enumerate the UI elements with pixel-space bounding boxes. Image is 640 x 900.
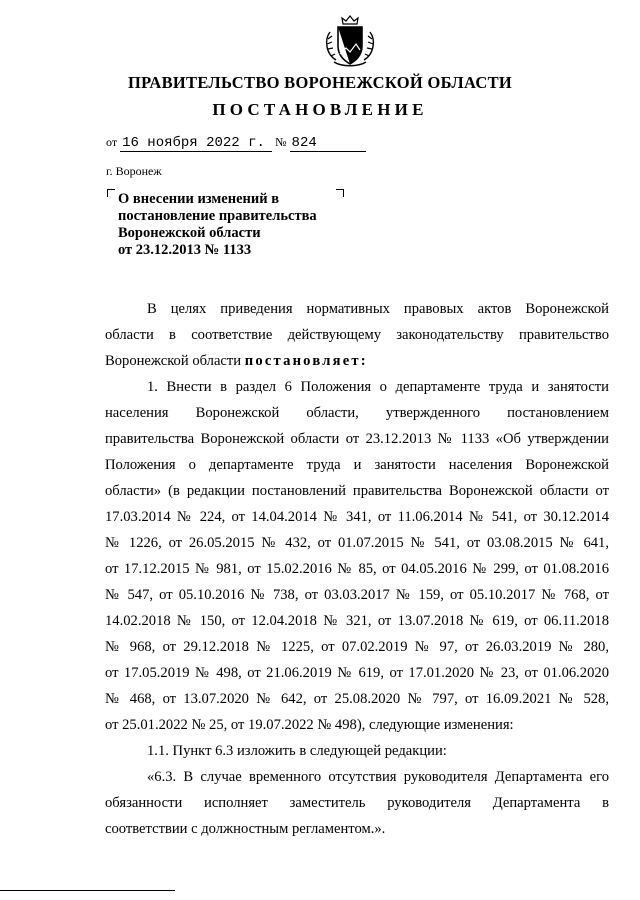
body-line: № 547, от 05.10.2016 № 738, от 03.03.2017 № 159, от 05.10.2017 № 768, от [105,587,609,603]
document-subject [118,191,378,259]
dateline [106,135,366,152]
subject-line: О внесении изменений в [118,191,280,207]
body-line: 17.03.2014 № 224, от 14.04.2014 № 341, от 11.06.2014 № 541, от 30.12.2014 [105,509,609,525]
body-line: области в соответствие действующему законодательству правительство [105,327,609,343]
body-line: 14.02.2018 № 150, от 12.04.2018 № 321, от 13.07.2018 № 619, от 06.11.2018 [105,613,609,629]
subject-line: постановление правительства [118,208,317,224]
document-date: 16 ноября 2022 г. [120,135,272,152]
resolution-word: постановляет: [244,353,368,369]
body-line: обязанности исполняет заместитель руководителя Департамента в [105,795,609,811]
body-line: области» (в редакции постановлений правительства Воронежской области от [105,483,609,499]
document-body [105,296,609,842]
body-line: правительства Воронежской области от 23.12.2013 № 1133 «Об утверждении [105,431,609,447]
body-text: Воронежской области [105,353,245,369]
body-line: Положения о департаменте труда и занятости населения Воронежской [105,457,609,473]
document-number: 824 [290,135,366,152]
body-line: «6.3. В случае временного отсутствия руководителя Департамента его [147,769,609,785]
body-line: населения Воронежской области, утвержденного постановлением [105,405,609,421]
body-line: от 17.12.2015 № 981, от 15.02.2016 № 85, от 04.05.2016 № 299, от 01.08.2016 [105,561,609,577]
body-line: № 468, от 13.07.2020 № 642, от 25.08.2020 № 797, от 16.09.2021 № 528, [105,691,609,707]
body-line [105,348,609,374]
subject-line: Воронежской области [118,225,261,241]
document-type: ПОСТАНОВЛЕНИЕ [212,100,428,119]
coat-of-arms-icon [322,10,378,70]
footer-rule [0,890,175,891]
body-line: 1. Внести в раздел 6 Положения о департаменте труда и занятости [147,379,609,395]
body-line: В целях приведения нормативных правовых актов Воронежской [147,301,609,317]
body-line: соответствии с должностным регламентом.». [105,821,386,837]
body-line: № 1226, от 26.05.2015 № 432, от 01.07.2015 № 541, от 03.08.2015 № 641, [105,535,609,551]
city: г. Воронеж [106,164,162,178]
subject-line: от 23.12.2013 № 1133 [118,242,252,258]
body-line: № 968, от 29.12.2018 № 1225, от 07.02.2019 № 97, от 26.03.2019 № 280, [105,639,609,655]
date-from-label: от [106,135,118,149]
body-line: от 25.01.2022 № 25, от 19.07.2022 № 498), следующие изменения: [105,717,514,733]
body-line: от 17.05.2019 № 498, от 21.06.2019 № 619, от 17.01.2020 № 23, от 01.06.2020 [105,665,609,681]
subject-bracket-left [107,189,115,197]
government-title: ПРАВИТЕЛЬСТВО ВОРОНЕЖСКОЙ ОБЛАСТИ [127,73,513,92]
body-line: 1.1. Пункт 6.3 изложить в следующей редакции: [147,743,447,759]
number-label: № [275,135,287,149]
